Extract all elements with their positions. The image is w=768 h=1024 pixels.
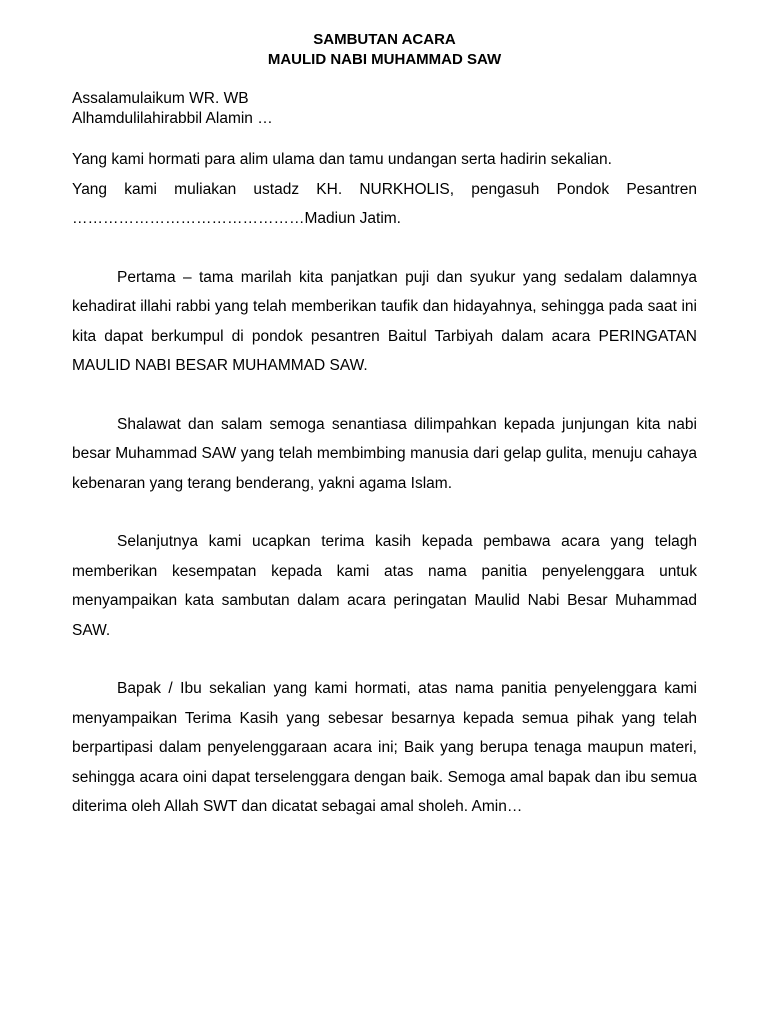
- paragraph-4: Bapak / Ibu sekalian yang kami hormati, atas nama panitia penyelenggara kami menyampaikan Terima Kasih yang sebesar besarnya kepada semua pihak yang telah berpartipasi dalam penyelenggaraan acara ini; Baik yang berupa tenaga maupun materi, sehingga acara oini dapat terselenggara dengan baik. Semoga amal bapak dan ibu semua diterima oleh Allah SWT dan dicatat sebagai amal sholeh. Amin…: [72, 680, 697, 815]
- greeting-line-1: Assalamulaikum WR. WB: [72, 90, 249, 107]
- intro-line-2: Yang kami muliakan ustadz KH. NURKHOLIS, pengasuh Pondok Pesantren: [72, 180, 697, 198]
- intro-line-1: Yang kami hormati para alim ulama dan tamu undangan serta hadirin sekalian.: [72, 151, 612, 168]
- intro-block: [72, 145, 697, 234]
- paragraph-3: Selanjutnya kami ucapkan terima kasih kepada pembawa acara yang telagh memberikan kesempatan kepada kami atas nama panitia penyelenggara untuk menyampaikan kata sambutan dalam acara peringatan Maulid Nabi Besar Muhammad SAW.: [72, 533, 697, 639]
- paragraph-2: Shalawat dan salam semoga senantiasa dilimpahkan kepada junjungan kita nabi besar Muhammad SAW yang telah membimbing manusia dari gelap gulita, menuju cahaya kebenaran yang terang benderang, yakni agama Islam.: [72, 415, 697, 492]
- greeting-line-2: Alhamdulilahirabbil Alamin …: [72, 110, 273, 127]
- intro-line-3: ………………………………………Madiun Jatim.: [72, 210, 401, 227]
- document-title: [72, 30, 697, 70]
- title-line-2: MAULID NABI MUHAMMAD SAW: [267, 51, 502, 68]
- paragraph-1: Pertama – tama marilah kita panjatkan puji dan syukur yang sedalam dalamnya kehadirat illahi rabbi yang telah memberikan taufik dan hidayahnya, sehingga pada saat ini kita dapat berkumpul di pondok pesantren Baitul Tarbiyah dalam acara PERINGATAN MAULID NABI BESAR MUHAMMAD SAW.: [72, 268, 697, 374]
- greeting: [72, 89, 697, 129]
- document-page: [72, 30, 697, 822]
- title-line-1: SAMBUTAN ACARA: [313, 31, 456, 48]
